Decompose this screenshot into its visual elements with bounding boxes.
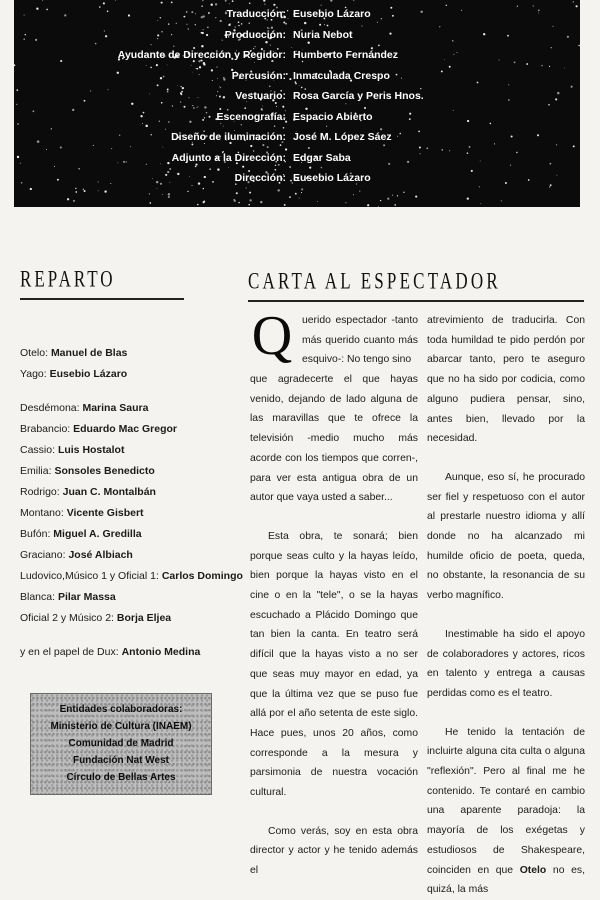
star-dot (232, 0, 234, 2)
cast-entry (20, 347, 127, 359)
cast-entry (20, 612, 171, 624)
star-dot (149, 193, 150, 194)
star-dot (203, 201, 205, 203)
drop-cap: Q (251, 305, 293, 367)
letter-paragraph: que agradecerte el que hayas venido, dejando de lado alguna de las maravillas que te ofrece la televisión -medio mucho más acorde con los tiempos que corren-, para ver esta antigua obra de un autor que vaya usted a saber... (250, 374, 418, 504)
star-dot (249, 2, 251, 4)
star-dot (330, 0, 332, 2)
star-dot (273, 4, 275, 6)
star-dot (149, 202, 151, 204)
star-dot (397, 195, 398, 196)
cast-entry (20, 646, 200, 658)
cast-actor: Marina Saura (82, 402, 149, 414)
letter-paragraph: atrevimiento de traducirla. Con toda humildad te pido perdón por abarcar tanto, pero te aseguro que no ha sido por codicia, como alguno pudiera pensar, sino, antes bien, llevado por la necesidad. (427, 315, 585, 445)
star-dot (299, 198, 300, 199)
cast-role: Graciano: (20, 549, 66, 561)
cast-entry (20, 423, 177, 435)
credit-row (14, 152, 580, 171)
star-dot (229, 3, 230, 4)
credit-row (14, 111, 580, 130)
cast-role: Emilia: (20, 465, 52, 477)
star-dot (103, 2, 105, 4)
sponsor-item: Círculo de Bellas Artes (66, 772, 176, 783)
star-dot (467, 197, 469, 199)
cast-entry (20, 507, 144, 519)
sponsor-item: Ministerio de Cultura (INAEM) (50, 721, 192, 732)
cast-actor: Juan C. Montalbán (62, 486, 156, 498)
cast-entry (20, 402, 148, 414)
cast-entry (20, 444, 124, 456)
credit-name: Inmaculada Crespo (293, 69, 390, 82)
cast-role: Blanca: (20, 591, 56, 603)
cast-role: Bufón: (20, 528, 51, 540)
cast-role: Cassio: (20, 444, 56, 456)
credit-role: Ayudante de Dirección y Regidor: (117, 49, 286, 61)
credit-role: Escenografía: (216, 110, 286, 123)
cast-entry (20, 486, 156, 498)
cast-role: Ludovico,Músico 1 y Oficial 1: (20, 570, 159, 582)
credit-name: José M. López Sáez (293, 131, 392, 143)
credit-name: Eusebio Lázaro (293, 8, 371, 20)
star-dot (353, 0, 354, 1)
star-dot (162, 194, 163, 195)
letter-paragraph: uerido espectador -tanto más querido cuanto más esquivo-: No tengo sino (302, 315, 418, 366)
star-dot (234, 200, 236, 202)
star-dot (161, 2, 163, 4)
star-dot (392, 195, 393, 196)
sponsor-item: Comunidad de Madrid (68, 738, 174, 749)
cast-actor: Borja Eljea (116, 612, 172, 624)
star-dot (168, 193, 170, 195)
cast-entry (20, 465, 155, 477)
cast-actor: Pilar Massa (57, 591, 116, 603)
cast-role: Otelo: (20, 347, 49, 359)
letter-paragraph (427, 723, 585, 900)
letter-column-1 (250, 370, 418, 881)
star-dot (446, 5, 447, 6)
star-dot (236, 192, 238, 194)
cast-actor: Eduardo Mac Gregor (73, 423, 177, 435)
credit-row (14, 49, 580, 68)
cast-actor: Carlos Domingo (161, 570, 243, 582)
star-dot (264, 3, 265, 4)
star-dot (75, 191, 77, 193)
carta-title: CARTA AL ESPECTADOR (248, 268, 501, 294)
cast-entry (20, 528, 142, 540)
cast-role: Yago: (20, 368, 47, 380)
cast-actor: Antonio Medina (121, 646, 201, 658)
star-dot (260, 201, 262, 203)
star-dot (517, 6, 518, 7)
letter-text: no es, quizá, la más (427, 864, 585, 896)
credit-role: Producción: (224, 28, 286, 41)
star-dot (67, 198, 69, 200)
cast-entry (20, 368, 127, 380)
reparto-title: REPARTO (20, 266, 116, 292)
star-dot (197, 204, 199, 206)
star-dot (415, 196, 417, 198)
star-dot (345, 202, 346, 203)
credit-row (14, 90, 580, 109)
star-dot (301, 192, 302, 193)
credit-role: Vestuario: (235, 90, 286, 102)
star-dot (202, 0, 203, 1)
credit-row (14, 70, 580, 89)
star-dot (295, 193, 297, 195)
star-dot (210, 3, 212, 5)
star-dot (171, 2, 173, 4)
credit-name: Eusebio Lázaro (293, 172, 371, 184)
credit-name: Humberto Fernández (293, 49, 399, 61)
star-dot (238, 202, 239, 203)
sponsors-heading: Entidades colaboradoras: (59, 704, 183, 715)
star-dot (225, 0, 227, 2)
cast-role: Brabancio: (20, 423, 71, 435)
cast-actor: Luis Hostalot (57, 444, 125, 456)
letter-intro-indented (302, 311, 418, 370)
credit-name: Espacio Abierto (293, 110, 373, 123)
cast-role: Oficial 2 y Músico 2: (20, 612, 114, 624)
credit-role: Diseño de iluminación: (171, 131, 286, 143)
star-dot (353, 194, 354, 195)
carta-rule (248, 300, 584, 302)
star-dot (263, 0, 265, 2)
credit-name: Edgar Saba (293, 151, 351, 164)
letter-paragraph: Aunque, eso sí, he procurado ser fiel y respetuoso con el autor al prestarle nuestro idioma y allí donde no ha alcanzado mi humilde oficio de poeta, queda, no obstante, la resonancia de su verbo magnífico. (427, 471, 585, 602)
star-dot (367, 204, 369, 206)
star-dot (73, 200, 75, 202)
credit-name: Nuria Nebot (293, 28, 353, 41)
star-dot (249, 199, 251, 201)
cast-actor: José Albiach (68, 549, 133, 561)
letter-paragraph: Como verás, soy en esta obra director y actor y he tenido además el (250, 825, 418, 877)
cast-role: y en el papel de Dux: (20, 646, 119, 658)
cast-entry (20, 549, 133, 561)
star-dot (42, 0, 43, 1)
star-dot (317, 201, 318, 202)
cast-role: Rodrigo: (20, 486, 60, 498)
star-dot (201, 5, 202, 6)
letter-paragraph: Esta obra, te sonará; bien porque seas culto y la hayas leído, bien porque la hayas visto en el cine o en la "tele", o se la hayas escuchado a Plácido Domingo que tan bien la canta. En teatro será difícil que la hayas visto a no ser que seas muy mayor en edad, ya que la última vez que se puso fue allá por el año setenta de este siglo. Hace pues, unos 20 años, como corresponde a la mesura y parsimonia de nuestra vocación cultural. (250, 530, 418, 799)
credit-role: Adjunto a la Dirección: (171, 151, 286, 164)
star-dot (168, 196, 170, 198)
star-dot (215, 3, 217, 5)
cast-entry (20, 591, 116, 603)
star-dot (533, 5, 534, 6)
credit-role: Dirección: (234, 172, 286, 184)
credit-row (14, 131, 580, 150)
cast-entry (20, 570, 243, 582)
sponsors-box (30, 693, 212, 795)
credits-band (14, 0, 580, 207)
star-dot (573, 1, 574, 2)
star-dot (380, 200, 381, 201)
star-dot (249, 192, 251, 194)
letter-column-2 (427, 311, 585, 900)
credit-role: Percusión: (231, 69, 286, 82)
star-dot (284, 204, 286, 206)
credit-row (14, 29, 580, 48)
star-dot (115, 0, 116, 1)
cast-role: Montano: (20, 507, 64, 519)
credit-row (14, 8, 580, 27)
cast-actor: Eusebio Lázaro (49, 368, 128, 380)
letter-bold-text: Otelo (519, 864, 547, 876)
star-dot (387, 198, 389, 200)
star-dot (394, 204, 396, 206)
reparto-rule (20, 298, 184, 300)
cast-role: Desdémona: (20, 402, 80, 414)
star-dot (321, 5, 322, 6)
letter-paragraph: Inestimable ha sido el apoyo de colaboradores y actores, ricos en talento y entrega a causas perdidas como es el teatro. (427, 628, 585, 699)
cast-actor: Manuel de Blas (50, 347, 128, 359)
cast-actor: Sonsoles Benedicto (54, 465, 155, 477)
star-dot (501, 200, 502, 201)
star-dot (480, 203, 481, 204)
star-dot (403, 192, 404, 193)
credit-name: Rosa García y Peris Hnos. (293, 90, 424, 102)
letter-text: He tenido la tentación de incluirte alguna cita culta o alguna "reflexión". Pero al final me he contenido. Te contaré en cambio una aparente paradoja: la mayoría de los exégetas y estudiosos de Shakespeare, coinciden en que (427, 726, 585, 876)
credit-row (14, 172, 580, 191)
cast-actor: Miguel A. Gredilla (53, 528, 142, 540)
star-dot (289, 196, 291, 198)
cast-actor: Vicente Gisbert (66, 507, 144, 519)
sponsor-item: Fundación Nat West (73, 755, 169, 766)
credit-role: Traducción: (226, 8, 286, 20)
star-dot (378, 206, 379, 207)
star-dot (248, 204, 250, 206)
